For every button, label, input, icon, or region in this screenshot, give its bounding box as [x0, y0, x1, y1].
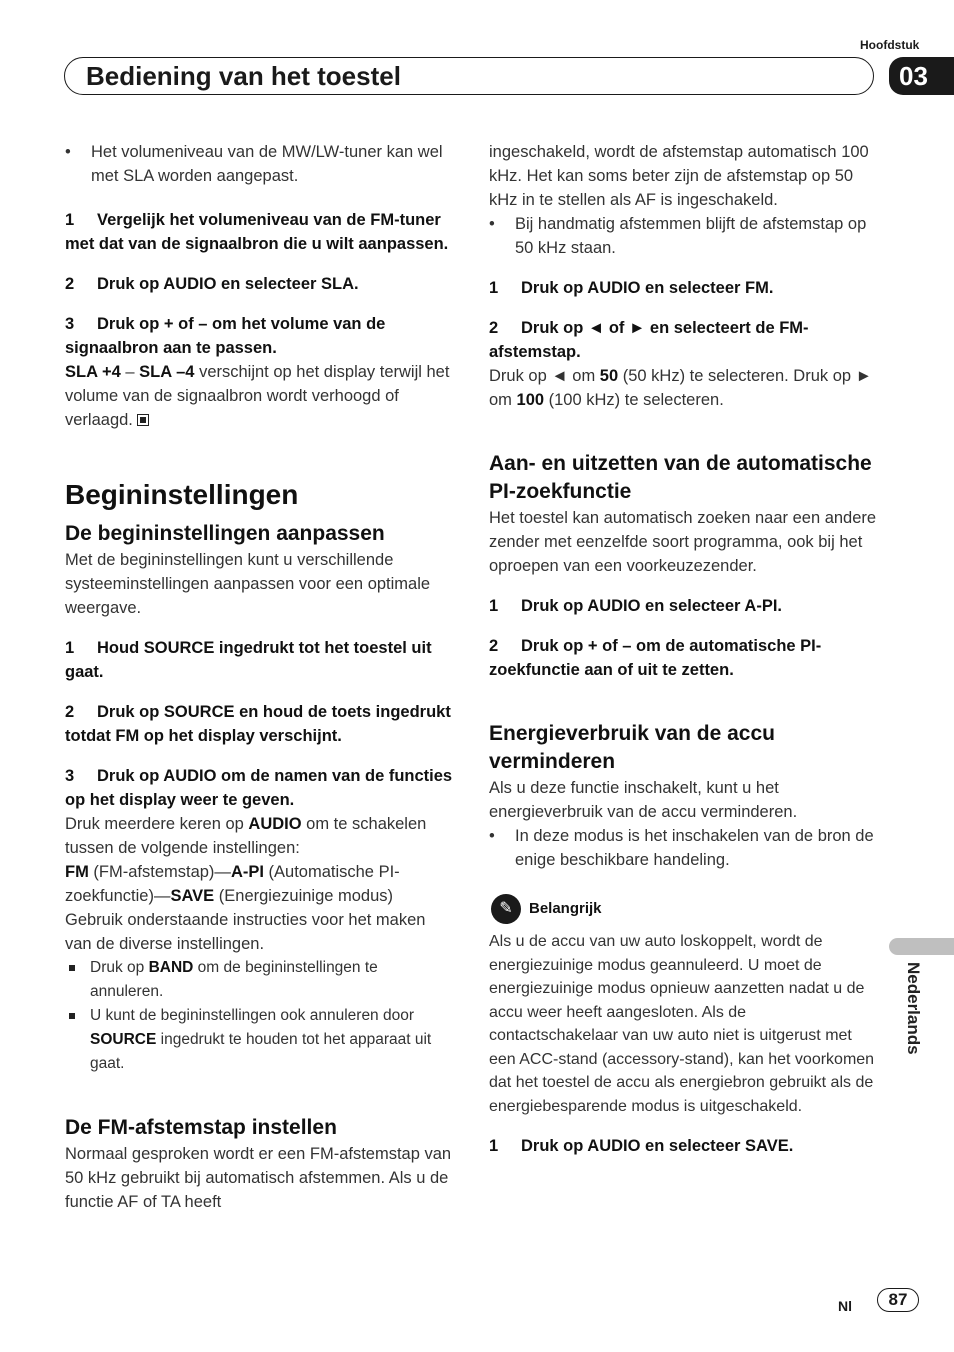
step-1 [65, 208, 455, 256]
pi-paragraph: Het toestel kan automatisch zoeken naar een andere zender met eenzelfde soort programma, ook bij het oproepen van een voorkeuzezender. [489, 509, 877, 575]
sla-paragraph [65, 360, 455, 432]
step-number: 2 [489, 637, 499, 655]
language-label: Nederlands [904, 962, 923, 1055]
sla-text: verschijnt op het display terwijl het volume van de signaalbron wordt verhoogd of verlaagd. [65, 363, 450, 429]
step-text: Druk op ◄ of ► en selecteert de FM-afstemstap. [489, 319, 809, 361]
step-text: Druk op AUDIO en selecteer A-PI. [521, 597, 783, 615]
chapter-number: 03 [889, 57, 954, 95]
subsection-heading: De FM-afstemstap instellen [65, 1116, 337, 1139]
language-tab [889, 938, 954, 955]
note-item: U kunt de begininstellingen ook annuleren door SOURCE ingedrukt te houden tot het apparaat uit gaat. [65, 1004, 455, 1076]
step-3 [65, 312, 455, 360]
step-detail: Druk op ◄ om 50 (50 kHz) te selecteren. Druk op ► om 100 (100 kHz) te selecteren. [489, 367, 872, 409]
band-keyword: BAND [148, 959, 194, 976]
step-1 [65, 636, 455, 684]
subsection-heading: De begininstellingen aanpassen [65, 522, 385, 545]
step-number: 3 [65, 315, 75, 333]
bullet-item: • Het volumeniveau van de MW/LW-tuner kan wel met SLA worden aangepast. [65, 140, 455, 188]
step-number: 2 [489, 319, 499, 337]
sla-dash: – [120, 363, 140, 381]
step-2 [65, 700, 455, 748]
step-number: 3 [65, 767, 75, 785]
end-mark-icon [137, 414, 149, 426]
footer-language: Nl [838, 1298, 852, 1314]
bullet-item: • Bij handmatig afstemmen blijft de afstemstap op 50 kHz staan. [489, 212, 879, 260]
value-100: 100 [516, 391, 545, 409]
step-3 [65, 764, 455, 812]
sla-minus: SLA –4 [139, 363, 195, 381]
energy-paragraph: Als u deze functie inschakelt, kunt u het energieverbruik van de accu verminderen. [489, 779, 798, 821]
important-label: Belangrijk [529, 900, 602, 917]
step-number: 2 [65, 275, 75, 293]
step-number: 2 [65, 703, 75, 721]
step-text: Druk op SOURCE en houd de toets ingedrukt totdat FM op het display verschijnt. [65, 703, 451, 745]
step-number: 1 [489, 279, 499, 297]
step-1 [489, 1134, 879, 1158]
right-column [489, 140, 879, 1158]
step-text: Houd SOURCE ingedrukt tot het toestel uit gaat. [65, 639, 432, 681]
fm-keyword: FM [65, 863, 89, 881]
important-text: Als u de accu van uw auto loskoppelt, wordt de energiezuinige modus geannuleerd. U moet de energiezuinige modus opnieuw aanzetten nadat u de accu weer heeft aangesloten. Als de contactschakelaar van uw auto niet is uitgerust met een ACC-stand (accessory-stand), kan het voorkomen dat het toestel de accu als energiebron gebruikt als de energiebesparende modus is uitgeschakeld. [489, 933, 875, 1115]
instructions-paragraph: Gebruik onderstaande instructies voor het maken van de diverse instellingen. [65, 911, 426, 953]
important-notice [489, 894, 879, 924]
page-number: 87 [877, 1288, 919, 1312]
fm-paragraph: Normaal gesproken wordt er een FM-afstemstap van 50 kHz gebruikt bij automatisch afstemmen. Als u de functie AF of TA heeft [65, 1145, 452, 1211]
step-text: Druk op + of – om de automatische PI-zoekfunctie aan of uit te zetten. [489, 637, 822, 679]
step-text: Vergelijk het volumeniveau van de FM-tuner met dat van de signaalbron die u wilt aanpassen. [65, 211, 449, 253]
step-1 [489, 276, 879, 300]
step-number: 1 [65, 639, 75, 657]
step-text: Druk op AUDIO en selecteer SLA. [97, 275, 359, 293]
bullet-item: • In deze modus is het inschakelen van de bron de enige beschikbare handeling. [489, 824, 879, 872]
api-keyword: A-PI [230, 863, 264, 881]
source-keyword: SOURCE [90, 1031, 157, 1048]
subsection-heading: Energieverbruik van de accu verminderen [489, 722, 775, 773]
step-text: Druk op AUDIO om de namen van de functies op het display weer te geven. [65, 767, 453, 809]
settings-list: FM (FM-afstemstap)—A-PI (Automatische PI-zoekfunctie)—SAVE (Energiezuinige modus) [65, 863, 400, 905]
value-50: 50 [599, 367, 619, 385]
step-number: 1 [489, 597, 499, 615]
subsection-heading: Aan- en uitzetten van de automatische PI-zoekfunctie [489, 452, 872, 503]
step-2 [489, 634, 879, 682]
step-1 [489, 594, 879, 618]
intro-paragraph: Met de begininstellingen kunt u verschillende systeeminstellingen aanpassen voor een optimale weergave. [65, 551, 431, 617]
step-text: Druk op + of – om het volume van de signaalbron aan te passen. [65, 315, 386, 357]
chapter-label: Hoofdstuk [860, 38, 920, 52]
sla-plus: SLA +4 [65, 363, 121, 381]
audio-paragraph: Druk meerdere keren op AUDIO om te schakelen tussen de volgende instellingen: [65, 815, 427, 857]
step-text: Druk op AUDIO en selecteer SAVE. [521, 1137, 794, 1155]
continued-paragraph: ingeschakeld, wordt de afstemstap automatisch 100 kHz. Het kan soms beter zijn de afstemstap op 50 kHz in te stellen als AF is ingeschakeld. [489, 143, 869, 209]
step-2 [65, 272, 455, 296]
page-title: Bediening van het toestel [86, 61, 401, 91]
audio-keyword: AUDIO [248, 815, 302, 833]
step-2 [489, 316, 879, 364]
important-icon: ✎ [491, 894, 521, 924]
left-column [65, 140, 455, 1214]
note-item: Druk op BAND om de begininstellingen te annuleren. [65, 956, 455, 1004]
step-text: Druk op AUDIO en selecteer FM. [521, 279, 774, 297]
step-number: 1 [65, 211, 75, 229]
section-heading: Begininstellingen [65, 479, 299, 510]
step-number: 1 [489, 1137, 499, 1155]
save-keyword: SAVE [170, 887, 215, 905]
